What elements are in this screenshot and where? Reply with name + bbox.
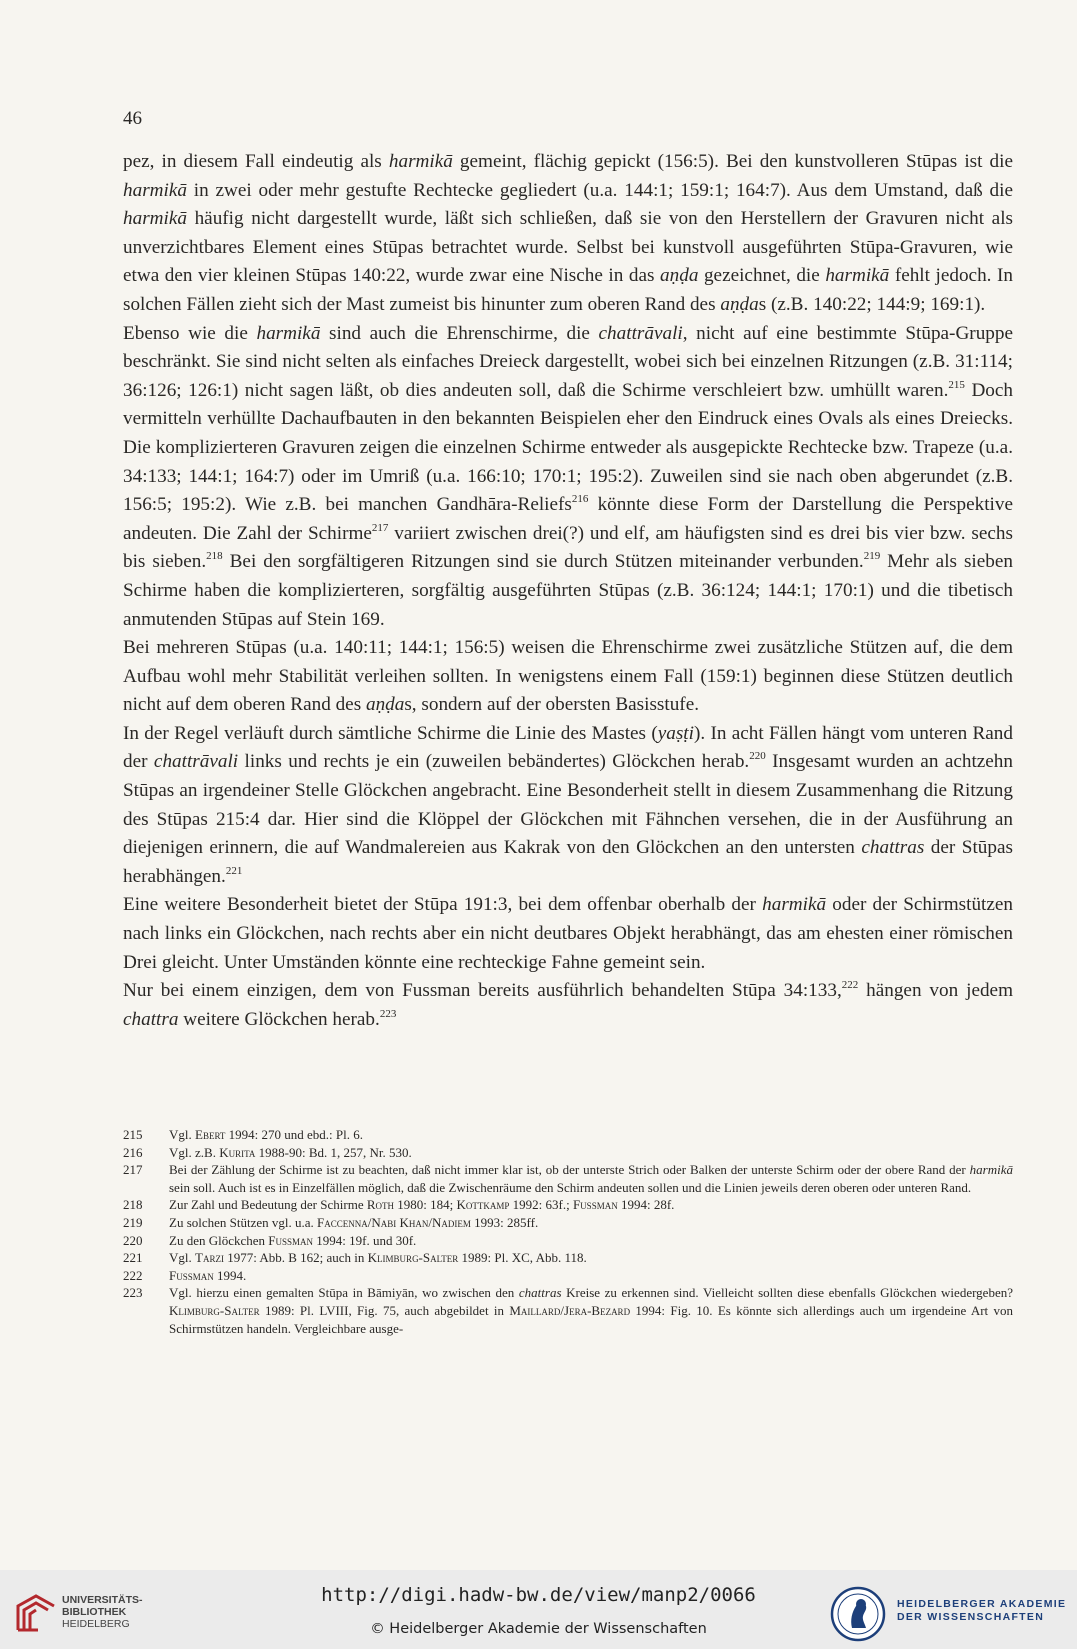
text-run: hängen von jedem	[858, 980, 1013, 1002]
university-library-name: UNIVERSITÄTS- BIBLIOTHEK HEIDELBERG	[62, 1594, 143, 1630]
text-run: sein soll. Auch ist es in Einzelfällen möglich, daß die Zwischenräume den Schirm andeuten sollen und die Linien jeweils deren oberen oder unteren Rand.	[169, 1179, 972, 1195]
footnote-number: 220	[123, 1232, 143, 1248]
italic-term: yaṣṭi	[657, 722, 694, 744]
italic-term: harmikā	[762, 894, 827, 916]
text-run: Vgl. z.B.	[169, 1144, 220, 1160]
footnote-ref: 219	[863, 550, 881, 563]
footnote-text	[169, 1214, 1013, 1232]
author-name: Faccenna/Nabi Khan/Nadiem	[317, 1214, 471, 1230]
text-run: 1994: 270 und ebd.: Pl. 6.	[225, 1127, 363, 1142]
academy-name: HEIDELBERGER AKADEMIE DER WISSENSCHAFTEN	[897, 1598, 1067, 1623]
italic-term: chattras	[861, 837, 925, 859]
italic-term: harmikā	[969, 1162, 1013, 1178]
text-run: variiert zwischen drei(?) und elf, am häufigsten sind es drei bis vier bzw. sechs bis sieben.	[123, 522, 1013, 573]
text-run: Zur Zahl und Bedeutung der Schirme	[169, 1197, 367, 1213]
footnote	[123, 1161, 1013, 1196]
author-name: Roth	[366, 1197, 395, 1213]
footnote-number: 219	[123, 1214, 143, 1230]
text-run: sind auch die Ehrenschirme, die	[320, 322, 599, 344]
italic-term: harmikā	[123, 179, 187, 201]
footnote	[123, 1214, 1013, 1232]
copyright-notice: © Heidelberger Akademie der Wissenschaften	[370, 1621, 707, 1637]
text-run: Zu den Glöckchen	[169, 1232, 269, 1248]
text-run: gemeint, flächig gepickt (156:5). Bei den kunstvolleren Stūpas ist die	[452, 151, 1014, 172]
footnote-ref: 222	[841, 979, 859, 992]
footnote-ref: 220	[749, 750, 766, 763]
text-run: 1993: 285ff.	[470, 1214, 539, 1230]
source-url-link[interactable]: http://digi.hadw-bw.de/view/manp2/0066	[321, 1584, 756, 1606]
italic-term: harmikā	[825, 265, 890, 287]
paragraph	[123, 720, 1013, 892]
text-run: gezeichnet, die	[698, 265, 826, 287]
footnote	[123, 1267, 1013, 1285]
footnote-ref: 218	[206, 550, 223, 563]
footnote-ref: 223	[379, 1007, 397, 1020]
italic-term: harmikā	[256, 322, 321, 344]
text-run: 1994.	[213, 1267, 247, 1283]
author-name: Kottkamp	[456, 1197, 510, 1213]
text-run: Nur bei einem einzigen, dem von Fussman bereits ausführlich behandelten Stūpa 34:133,	[123, 980, 842, 1002]
text-run: Vgl.	[169, 1250, 195, 1266]
italic-term: chattrāvali	[598, 322, 683, 344]
author-name: Klimburg-Salter	[367, 1250, 459, 1266]
text-run: Vgl.	[169, 1127, 195, 1142]
text-run: weitere Glöckchen herab.	[178, 1008, 380, 1030]
footnote-number: 216	[123, 1144, 143, 1160]
text-run: Insgesamt wurden an achtzehn Stūpas an irgendeiner Stelle Glöckchen angebracht. Eine Besonderheit stellt in diesem Zusammenhang die Ritzung des Stūpas 215:4 dar. Hier sind die Klöppel der Glöckchen mit Fähnchen versehen, die in der Ausführung an diejenigen erinnern, die auf Wandmalereien aus Kakrak von den Glöckchen an den untersten	[123, 751, 1013, 859]
italic-term: aṇḍa	[720, 293, 759, 315]
footer-bar	[0, 1570, 1077, 1649]
text-run: 1994: Fig. 10. Es könnte sich allerdings auch um irgendeine Art von Schirmstützen handeln. Vergleichbare ausge-	[169, 1302, 1014, 1336]
footnote-text	[169, 1161, 1013, 1196]
author-name: Kurita	[219, 1144, 256, 1160]
page-number: 46	[123, 108, 142, 129]
text-run: fehlt jedoch. In solchen Fällen zieht sich der Mast zumeist bis hinunter zum oberen Rand des	[123, 265, 1013, 315]
text-run: 1977: Abb. B 162; auch in	[223, 1250, 368, 1266]
text-run: Doch vermitteln verhüllte Dachaufbauten in den bekannten Beispielen eher den Eindruck eines Ovals als eines Dreiecks. Die komplizierteren Gravuren zeigen die einzelnen Schirme entweder als ausgepickte Rechtecke bzw. Trapeze (u.a. 34:133; 144:1; 164:7) oder im Umriß (u.a. 166:10; 170:1; 195:2). Zuweilen sind sie nach oben abgerundet (z.B. 156:5; 195:2). Wie z.B. bei manchen Gandhāra-Reliefs	[123, 379, 1013, 516]
text-run: der Stūpas herabhängen.	[123, 837, 1013, 887]
academy-seal-icon	[830, 1586, 886, 1642]
text-run: s (z.B. 140:22; 144:9; 169:1).	[758, 293, 986, 315]
text-run: 1988-90: Bd. 1, 257, Nr. 530.	[255, 1144, 412, 1160]
footnote	[123, 1196, 1013, 1214]
footnote-ref: 217	[371, 521, 389, 534]
text-run: 1989: Pl. LVIII, Fig. 75, auch abgebildet in	[259, 1302, 510, 1318]
body-text	[123, 148, 1013, 1034]
italic-term: chattras	[518, 1285, 562, 1301]
paragraph	[123, 320, 1013, 635]
text-run: in zwei oder mehr gestufte Rechtecke gegliedert (u.a. 144:1; 159:1; 164:7). Aus dem Umstand, daß die	[186, 179, 1013, 201]
footnote-text	[169, 1144, 1013, 1162]
author-name: Fussman	[268, 1232, 314, 1248]
footnote-text	[169, 1196, 1013, 1214]
footnote-text	[169, 1126, 1013, 1144]
footnote	[123, 1126, 1013, 1144]
paragraph	[123, 891, 1013, 977]
text-run: Bei mehreren Stūpas (u.a. 140:11; 144:1; 156:5) weisen die Ehrenschirme zwei zusätzliche Stützen auf, die dem Aufbau wohl mehr Stabilität verleihen sollten. In wenigstens einem Fall (159:1) beginnen diese Stützen deutlich nicht auf dem oberen Rand des	[123, 637, 1013, 716]
footnote-text	[169, 1267, 1013, 1285]
text-run: links und rechts je ein (zuweilen bebändertes) Glöckchen herab.	[238, 751, 750, 773]
text-run: ). In acht Fällen hängt vom unteren Rand der	[123, 722, 1013, 773]
author-name: Tarzi	[195, 1250, 224, 1266]
text-run: könnte diese Form der Darstellung die Perspektive andeuten. Die Zahl der Schirme	[123, 494, 1013, 544]
footnote-text	[169, 1284, 1013, 1337]
italic-term: chattra	[123, 1008, 179, 1030]
text-run: Vgl. hierzu einen gemalten Stūpa in Bāmiyān, wo zwischen den	[169, 1285, 519, 1301]
footnote	[123, 1249, 1013, 1267]
footnote-ref: 215	[948, 378, 965, 391]
text-run: s, sondern auf der obersten Basisstufe.	[404, 694, 700, 716]
author-name: Fussman	[169, 1267, 214, 1283]
footnote-number: 217	[123, 1162, 143, 1178]
paragraph	[123, 977, 1013, 1034]
text-run: pez, in diesem Fall eindeutig als	[123, 151, 389, 172]
footnote	[123, 1144, 1013, 1162]
footnote-number: 222	[123, 1267, 143, 1283]
author-name: Fussman	[572, 1197, 618, 1213]
text-run: Ebenso wie die	[123, 322, 257, 344]
text-run: 1989: Pl. XC, Abb. 118.	[458, 1250, 587, 1266]
footnote-number: 223	[123, 1285, 143, 1301]
text-run: Bei der Zählung der Schirme ist zu beachten, daß nicht immer klar ist, ob der unterste Strich oder Balken der unterste Schirm oder der obere Rand der	[169, 1162, 970, 1178]
text-run: oder der Schirmstützen nach links ein Glöckchen, nach rechts aber ein nicht deutbares Objekt herabhängt, das am ehesten einer römischen Drei gleicht. Unter Umständen könnte eine rechteckige Fahne gemeint sein.	[123, 894, 1013, 973]
footnote-ref: 216	[571, 493, 589, 506]
text-run: Zu solchen Stützen vgl. u.a.	[169, 1214, 318, 1230]
author-name: Ebert	[195, 1127, 226, 1142]
text-run: In der Regel verläuft durch sämtliche Schirme die Linie des Mastes (	[123, 722, 658, 744]
author-name: Maillard/Jera-Bezard	[509, 1302, 631, 1318]
text-run: Eine weitere Besonderheit bietet der Stūpa 191:3, bei dem offenbar oberhalb der	[123, 894, 763, 916]
text-run: Mehr als sieben Schirme haben die komplizierteren, sorgfältig ausgeführten Stūpas (z.B. 36:124; 144:1; 170:1) und die tibetisch anmutenden Stūpas auf Stein 169.	[123, 551, 1013, 630]
text-run: 1994: 19f. und 30f.	[313, 1232, 417, 1248]
footnote-text	[169, 1249, 1013, 1267]
text-run: Bei den sorgfältigeren Ritzungen sind sie durch Stützen miteinander verbunden.	[222, 551, 864, 573]
text-run: , nicht auf eine bestimmte Stūpa-Gruppe beschränkt. Sie sind nicht selten als einfaches Dreieck dargestellt, wobei sich bei einzelnen Ritzungen (z.B. 31:114; 36:126; 126:1) nicht sagen läßt, ob dies andeuten soll, daß die Schirme verschleiert bzw. umhüllt waren.	[123, 322, 1013, 401]
footnote-number: 215	[123, 1127, 143, 1142]
italic-term: harmikā	[123, 208, 187, 230]
footnote-number: 218	[123, 1197, 143, 1213]
paragraph	[123, 148, 1013, 320]
author-name: Klimburg-Salter	[169, 1302, 260, 1318]
footnote-number: 221	[123, 1250, 143, 1266]
footnote	[123, 1284, 1013, 1337]
text-run: 1992: 63f.;	[509, 1197, 573, 1213]
text-run: Kreise zu erkennen sind. Vielleicht sollten diese ebenfalls Glöckchen wiedergeben?	[561, 1285, 1013, 1301]
italic-term: aṇḍa	[660, 265, 699, 287]
text-run: 1980: 184;	[394, 1197, 457, 1213]
footnotes	[123, 1126, 1013, 1337]
italic-term: harmikā	[388, 151, 453, 172]
italic-term: aṇḍa	[365, 694, 405, 716]
italic-term: chattrāvali	[153, 751, 239, 773]
text-run: 1994: 28f.	[617, 1197, 675, 1213]
footnote-text	[169, 1232, 1013, 1250]
footnote-ref: 221	[225, 864, 243, 877]
paragraph	[123, 634, 1013, 720]
text-run: häufig nicht dargestellt wurde, läßt sich schließen, daß sie von den Herstellern der Gravuren nicht als unverzichtbares Element eines Stūpas betrachtet wurde. Selbst bei kunstvoll ausgeführten Stūpa-Gravuren, wie etwa den vier kleinen Stūpas 140:22, wurde zwar eine Nische in das	[123, 208, 1013, 287]
footnote	[123, 1232, 1013, 1250]
